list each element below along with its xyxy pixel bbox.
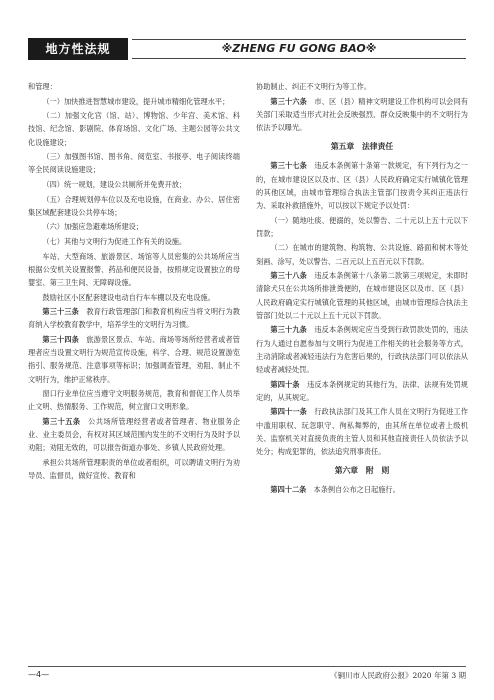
paragraph xyxy=(256,483,468,496)
article-number: 第四十一条 xyxy=(270,407,308,417)
left-column xyxy=(28,80,240,484)
paragraph xyxy=(256,378,468,404)
article-number: 第四十二条 xyxy=(270,485,307,495)
paragraph-text: 窗口行业单位应当遵守文明服务规范，教育和督促工作人员举止文明、热情服务、工作规范，树立窗口文明形象。 xyxy=(28,389,240,412)
paragraph xyxy=(28,456,240,482)
paragraph-text: 车站、大型商场、旅游景区、场馆等人员密集的公共场所应当根据公安机关设置报警、药品和便民设备，按照规定设置独立的母婴室、第三卫生间、无障碍设施。 xyxy=(28,251,240,287)
right-column xyxy=(256,80,468,498)
paragraph xyxy=(28,235,240,248)
publication-info: 《铜川市人民政府公报》2020 年第 3 期 xyxy=(329,671,466,680)
paragraph xyxy=(28,109,240,149)
article-number: 第三十五条 xyxy=(42,416,81,426)
paragraph-text: 鼓励社区小区配套建设电动自行车车棚以及充电设施。 xyxy=(42,292,215,302)
paragraph-text: 违反本条例规定的其他行为，法律、法规有处罚规定的，从其规定。 xyxy=(256,379,468,402)
paragraph-text: 协助制止、纠正不文明行为等工作。 xyxy=(256,82,372,91)
header-rule-bottom xyxy=(132,58,466,59)
paragraph-text: 行政执法部门及其工作人员在文明行为促进工作中滥用职权、玩忽职守、徇私舞弊的，由其所在单位或者上级机关、监察机关对直接负责的主管人员和其他直接责任人员依法予以处分；构成犯罪的，依法追究刑事责任。 xyxy=(256,407,468,457)
paragraph xyxy=(256,269,468,322)
article-number: 第三十九条 xyxy=(270,325,308,335)
paragraph xyxy=(256,323,468,376)
paragraph xyxy=(256,159,468,212)
paragraph xyxy=(28,291,240,304)
page-header xyxy=(28,38,466,60)
article-number: 第三十三条 xyxy=(42,307,80,317)
paragraph-text: （一）加快推进智慧城市建设，提升城市精细化管理水平； xyxy=(42,96,230,106)
footer-rule xyxy=(28,666,466,667)
paragraph-text: 本条例自公布之日起施行。 xyxy=(313,485,400,495)
paragraph-text: 违反本条例第十八条第二款第三项规定，未即时清除犬只在公共场所排泄粪便的，在城市建设区以及市、区（县）人民政府确定实行城镇化管理的其他区域，由城市管理综合执法主管部门处以二十元以上五十元以下罚款。 xyxy=(256,271,468,320)
article-number: 第三十四条 xyxy=(42,334,80,344)
paragraph-text: 和管理： xyxy=(28,82,57,91)
paragraph-text: （四）统一规划，建设公共厕所并免费开放； xyxy=(42,179,187,189)
paragraph xyxy=(28,250,240,290)
paragraph xyxy=(28,305,240,331)
paragraph-text: （七）其他与文明行为促进工作有关的设施。 xyxy=(42,236,187,246)
paragraph xyxy=(28,387,240,413)
paragraph-text: （三）加强图书馆、图书角、阅览室、书报亭、电子阅读终端等全民阅读设施建设； xyxy=(28,152,240,175)
paragraph xyxy=(256,241,468,267)
paragraph xyxy=(28,95,240,108)
article-number: 第三十八条 xyxy=(270,271,308,281)
paragraph-text: （二）在城市的建筑物、构筑物、公共设施、路面和树木等处刻画、涂写，处以警告、二百元以上五百元以下罚款。 xyxy=(256,243,468,266)
paragraph-text: （二）加强文化宫（馆、站）、博物馆、少年宫、美术馆、科技馆、纪念馆、影剧院、体育场馆、文化广场、主题公园等公共文化设施建设； xyxy=(28,111,240,147)
article-number: 第三十六条 xyxy=(270,96,308,106)
paragraph-text: （六）加强应急避难场所建设； xyxy=(42,222,144,232)
paragraph xyxy=(28,415,240,455)
paragraph xyxy=(256,80,468,93)
paragraph-text: 违反本条例规定应当受到行政罚款处罚的，违法行为人通过自愿参加与文明行为促进工作相关的社会服务等方式，主动消除或者减轻违法行为危害后果的，行政执法部门可以依法从轻或者减轻处罚。 xyxy=(256,325,468,375)
paragraph-text: 公共场所管理经营者或者管理者、物业服务企业、业主委员会，有权对其区域范围内发生的不文明行为及时予以劝阻；劝阻无效的，可以报告街道办事处、乡镇人民政府处理。 xyxy=(28,416,240,453)
paragraph xyxy=(28,178,240,191)
paragraph-text: 违反本条例第十条第一款规定，有下列行为之一的，在城市建设区以及市、区（县）人民政府确定实行城镇化管理的其他区域，由城市管理综合执法主管部门按责令其纠正违法行为、采取补救措施外，可以按以下规定予以处罚： xyxy=(256,161,468,211)
paragraph xyxy=(28,193,240,219)
paragraph-text: 市、区（县）精神文明建设工作机构可以会同有关部门采取适当形式对社会反映强烈、群众反映集中的不文明行为依法予以曝光。 xyxy=(256,96,468,132)
paragraph-text: （一）随地吐痰、便溺的，处以警告、二十元以上五十元以下罚款； xyxy=(256,215,468,238)
paragraph xyxy=(28,80,240,93)
chapter-heading: 第六章 附 则 xyxy=(334,466,390,476)
paragraph-text: （五）合理规划停车位以及充电设施，在商业、办公、居住密集区域配套建设公共停车场； xyxy=(28,194,240,217)
page-number: —4— xyxy=(28,670,50,679)
paragraph xyxy=(256,95,468,135)
paragraph xyxy=(28,333,240,386)
paragraph xyxy=(256,405,468,458)
paragraph-text: 承担公共场所管理职责的单位或者组织，可以聘请文明行为劝导员、监督员，做好宣传、教育和 xyxy=(28,457,240,481)
chapter-heading: 第五章 法律责任 xyxy=(330,142,394,152)
paragraph xyxy=(28,220,240,233)
paragraph xyxy=(256,214,468,240)
paragraph-text: 旅游景区景点、车站、商场等场所经营者或者管理者应当设置文明行为规范宣传设施，科学、合理、规范设置游览指引、服务规范、注意事项等标识；加强调查管理，劝阻、制止不文明行为，维护正常秩序。 xyxy=(28,334,240,384)
journal-title: ※ZHENG FU GONG BAO※ xyxy=(221,42,377,55)
article-number: 第四十条 xyxy=(270,379,300,389)
article-number: 第三十七条 xyxy=(270,161,308,171)
paragraph xyxy=(28,150,240,176)
paragraph-text: 教育行政管理部门和教育机构应当将文明行为教育纳入学校教育教学中，培养学生的文明行为习惯。 xyxy=(28,307,240,330)
section-tag: 地方性法规 xyxy=(28,38,128,60)
